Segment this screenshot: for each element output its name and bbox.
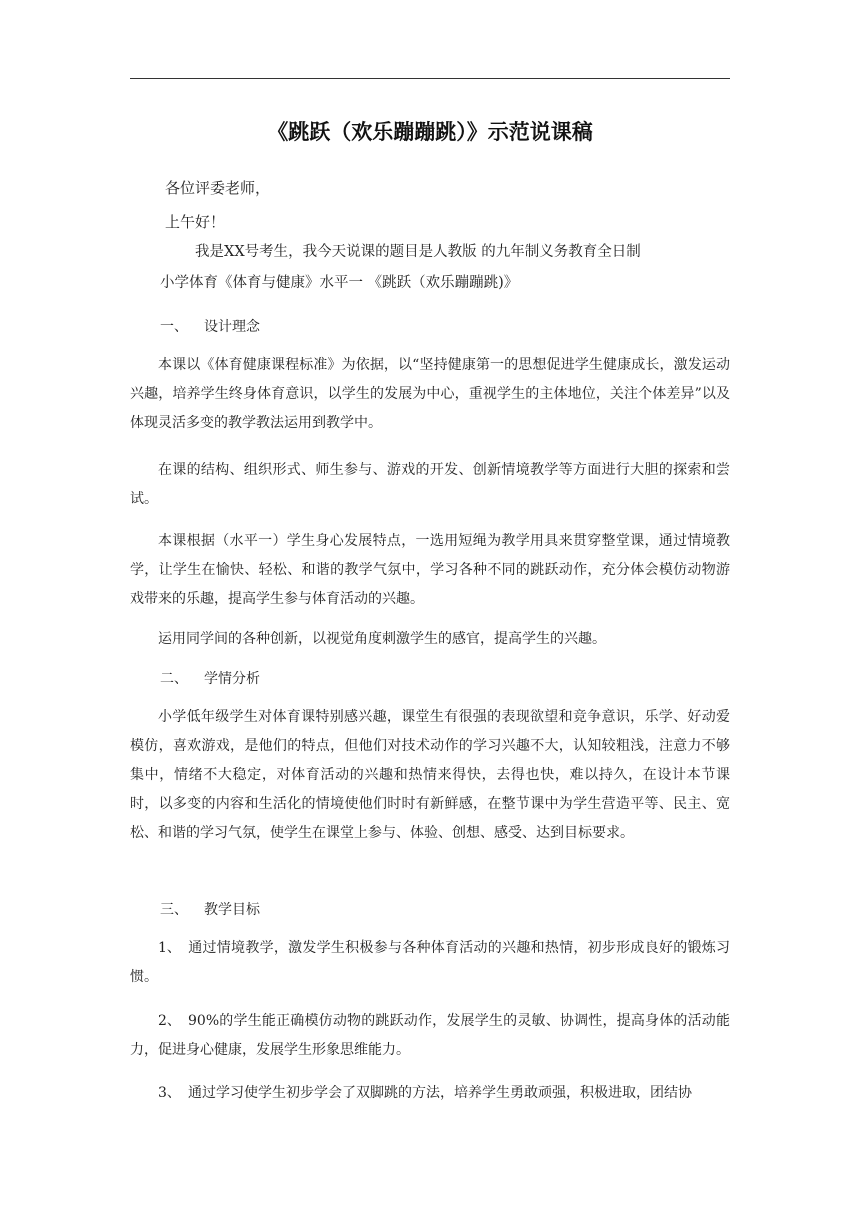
section-title: 设计理念 — [204, 319, 260, 335]
paragraph: 在课的结构、组织形式、师生参与、游戏的开发、创新情境教学等方面进行大胆的探索和尝试。 — [130, 462, 730, 507]
list-item — [130, 934, 730, 992]
section-title: 教学目标 — [204, 902, 260, 918]
document-title: 《跳跃（欢乐蹦蹦跳）》示范说课稿 — [267, 120, 593, 144]
section-heading — [160, 317, 260, 337]
intro-line: 我是XX号考生，我今天说课的题目是人教版 的九年制义务教育全日制 — [195, 244, 641, 260]
list-item-number: 2、 — [158, 1013, 181, 1029]
list-item — [130, 1079, 730, 1108]
list-item-text: 90%的学生能正确模仿动物的跳跃动作，发展学生的灵敏、协调性，提高身体的活动能力，促进身心健康，发展学生形象思维能力。 — [130, 1013, 730, 1058]
header-rule — [130, 78, 730, 79]
section-heading — [160, 900, 260, 920]
section-number: 二、 — [160, 671, 188, 687]
section-number: 三、 — [160, 902, 188, 918]
section-number: 一、 — [160, 319, 188, 335]
paragraph: 运用同学间的各种创新，以视觉角度刺激学生的感官，提高学生的兴趣。 — [158, 631, 606, 647]
paragraph: 本课根据（水平一）学生身心发展特点，一选用短绳为教学用具来贯穿整堂课，通过情境教学，让学生在愉快、轻松、和谐的教学气氛中，学习各种不同的跳跃动作，充分体会模仿动物游戏带来的乐趣，提高学生参与体育活动的兴趣。 — [130, 533, 730, 607]
list-item — [130, 1007, 730, 1065]
list-item-number: 1、 — [158, 940, 181, 956]
list-item-number: 3、 — [158, 1085, 181, 1101]
paragraph: 小学低年级学生对体育课特别感兴趣，课堂生有很强的表现欲望和竞争意识，乐学、好动爱模仿，喜欢游戏，是他们的特点，但他们对技术动作的学习兴趣不大，认知较粗浅，注意力不够集中，情绪不大稳定，对体育活动的兴趣和热情来得快，去得也快，难以持久，在设计本节课时，以多变的内容和生活化的情境使他们时时有新鲜感，在整节课中为学生营造平等、民主、宽松、和谐的学习气氛，使学生在课堂上参与、体验、创想、感受、达到目标要求。 — [130, 709, 730, 841]
list-item-text: 通过情境教学，激发学生积极参与各种体育活动的兴趣和热情，初步形成良好的锻炼习惯。 — [130, 940, 730, 985]
greeting-line: 上午好！ — [165, 213, 226, 231]
list-item-text: 通过学习使学生初步学会了双脚跳的方法，培养学生勇敢顽强，积极进取，团结协 — [188, 1085, 692, 1101]
section-heading — [160, 669, 260, 689]
greeting-line: 各位评委老师， — [165, 179, 271, 197]
section-title: 学情分析 — [204, 671, 260, 687]
paragraph: 本课以《体育健康课程标准》为依据，以“坚持健康第一的思想促进学生健康成长，激发运动兴趣，培养学生终身体育意识，以学生的发展为中心，重视学生的主体地位，关注个体差异”以及体现灵活多变的教学教法运用到教学中。 — [130, 357, 730, 431]
intro-line: 小学体育《体育与健康》水平一 《跳跃（欢乐蹦蹦跳)》 — [160, 275, 519, 291]
